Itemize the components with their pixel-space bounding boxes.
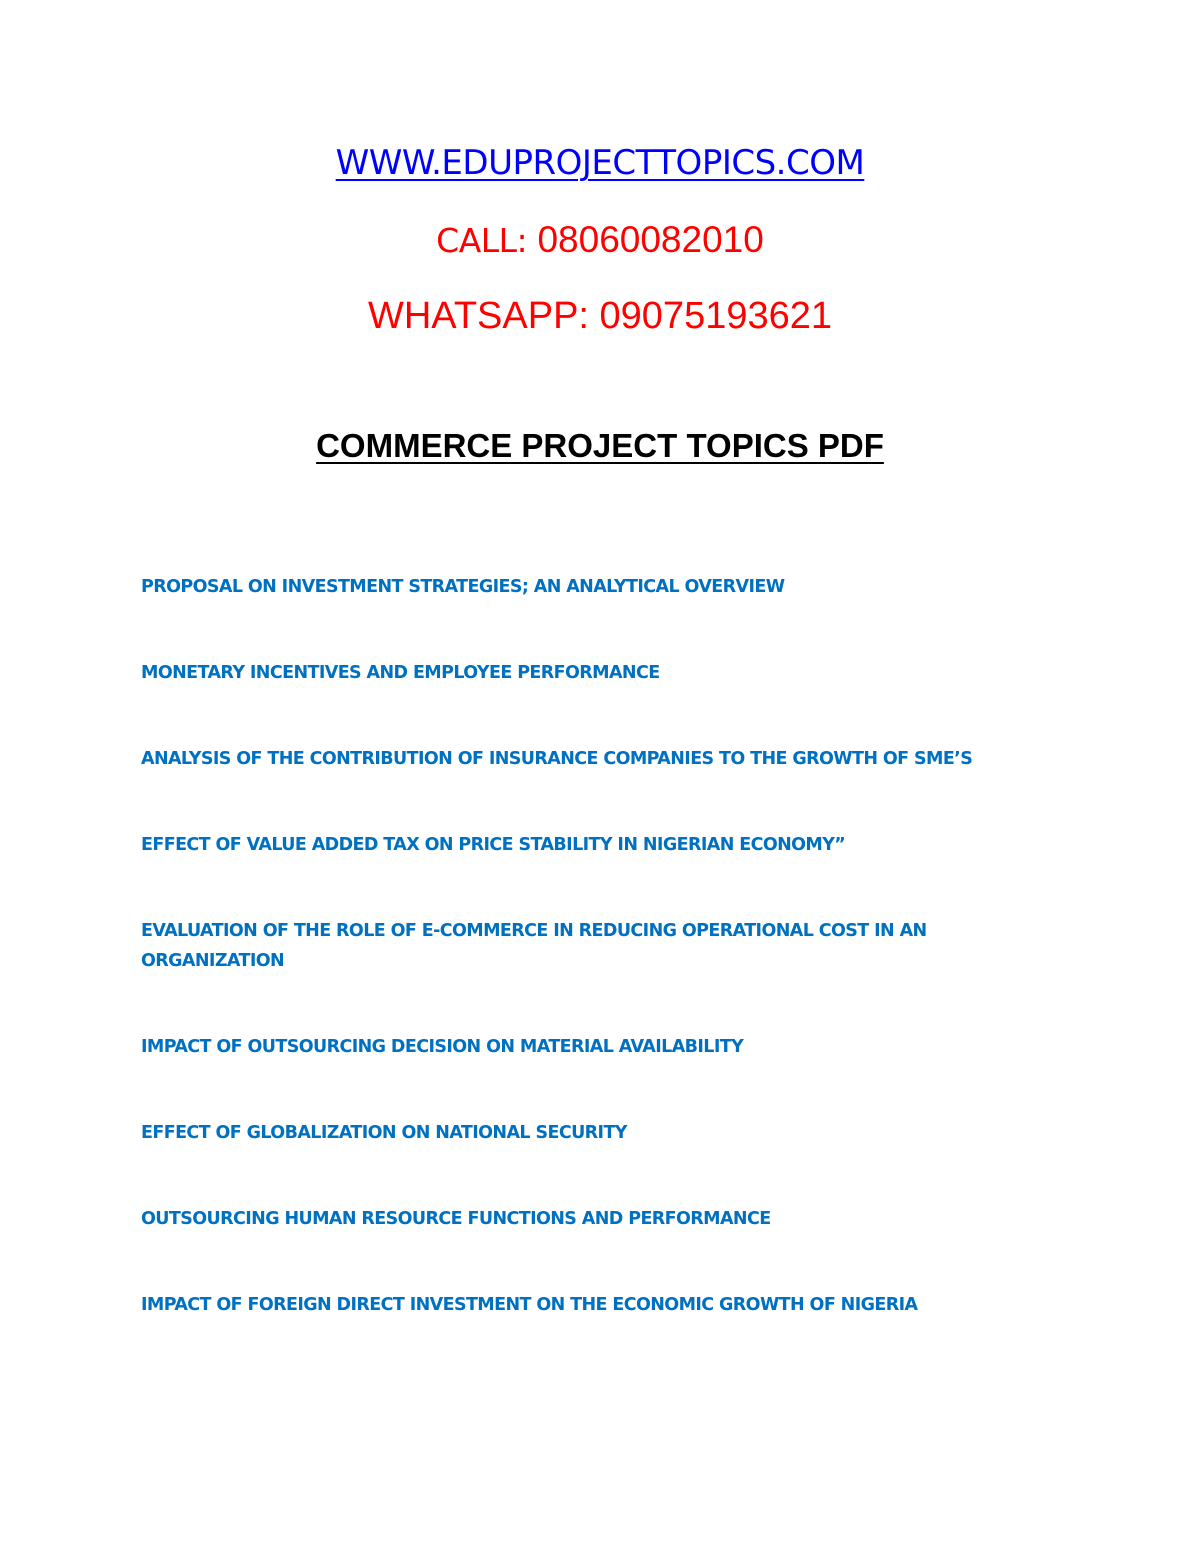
document-title: COMMERCE PROJECT TOPICS PDF (316, 427, 884, 464)
topic-item: EFFECT OF GLOBALIZATION ON NATIONAL SECURITY (141, 1123, 627, 1143)
topic-item: MONETARY INCENTIVES AND EMPLOYEE PERFORMANCE (141, 663, 660, 683)
topic-item: EVALUATION OF THE ROLE OF E-COMMERCE IN REDUCING OPERATIONAL COST IN AN ORGANIZATION (141, 921, 927, 971)
topic-item: OUTSOURCING HUMAN RESOURCE FUNCTIONS AND PERFORMANCE (141, 1209, 771, 1229)
call-line (0, 219, 1200, 261)
topic-item: EFFECT OF VALUE ADDED TAX ON PRICE STABILITY IN NIGERIAN ECONOMY” (141, 835, 846, 855)
call-label: CALL: (436, 221, 528, 260)
topic-item: IMPACT OF OUTSOURCING DECISION ON MATERIAL AVAILABILITY (141, 1037, 744, 1057)
topic-item: PROPOSAL ON INVESTMENT STRATEGIES; AN ANALYTICAL OVERVIEW (141, 577, 785, 597)
topic-item: IMPACT OF FOREIGN DIRECT INVESTMENT ON THE ECONOMIC GROWTH OF NIGERIA (141, 1295, 918, 1315)
topic-item: ANALYSIS OF THE CONTRIBUTION OF INSURANCE COMPANIES TO THE GROWTH OF SME’S (141, 749, 973, 769)
website-link[interactable]: WWW.EDUPROJECTTOPICS.COM (335, 143, 865, 183)
topic-list (141, 572, 1041, 1376)
call-number: 08060082010 (537, 219, 764, 260)
whatsapp-line: WHATSAPP: 09075193621 (367, 295, 832, 337)
